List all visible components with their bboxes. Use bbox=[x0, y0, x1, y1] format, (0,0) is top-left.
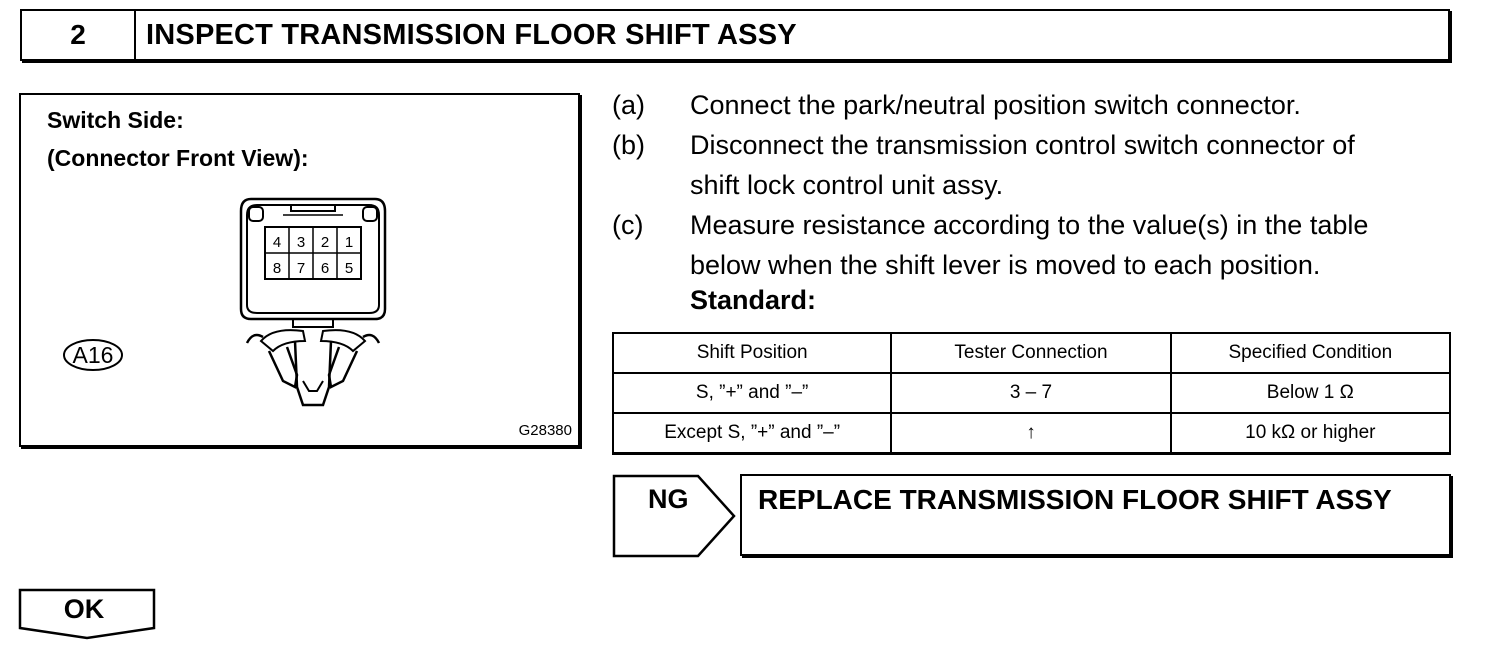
step-text-line: Measure resistance according to the value(s) in the table bbox=[690, 210, 1369, 240]
table-header: Specified Condition bbox=[1171, 333, 1450, 373]
step-text-line: Connect the park/neutral position switch connector. bbox=[690, 90, 1301, 120]
figure-label-front-view: (Connector Front View): bbox=[47, 145, 309, 171]
table-cell: Below 1 Ω bbox=[1171, 373, 1450, 413]
table-cell: Except S, ”+” and ”–” bbox=[613, 413, 891, 453]
ok-branch[interactable] bbox=[18, 588, 158, 640]
pin-7: 7 bbox=[296, 260, 306, 277]
table-cell: 10 kΩ or higher bbox=[1171, 413, 1450, 453]
ng-action-text: REPLACE TRANSMISSION FLOOR SHIFT ASSY bbox=[758, 484, 1392, 515]
standard-label: Standard: bbox=[690, 285, 817, 315]
pin-5: 5 bbox=[344, 260, 354, 277]
pin-8: 8 bbox=[272, 260, 282, 277]
step-text bbox=[690, 205, 1460, 285]
step-text bbox=[690, 125, 1460, 205]
table-row bbox=[613, 413, 1450, 453]
ng-label: NG bbox=[648, 484, 689, 514]
pin-6: 6 bbox=[320, 260, 330, 277]
pin-2: 2 bbox=[320, 234, 330, 251]
table-cell: S, ”+” and ”–” bbox=[613, 373, 891, 413]
table-header: Shift Position bbox=[613, 333, 891, 373]
step-text-line: below when the shift lever is moved to each position. bbox=[690, 250, 1321, 280]
table-header-row bbox=[613, 333, 1450, 373]
table-row bbox=[613, 373, 1450, 413]
pin-4: 4 bbox=[272, 234, 282, 251]
connector-ref-badge bbox=[62, 338, 124, 372]
table-header: Tester Connection bbox=[891, 333, 1170, 373]
pin-1: 1 bbox=[344, 234, 354, 251]
ng-branch[interactable] bbox=[612, 474, 737, 558]
ng-action-box bbox=[740, 474, 1451, 556]
connector-drawing bbox=[233, 191, 393, 421]
pin-3: 3 bbox=[296, 234, 306, 251]
table-cell: ↑ bbox=[891, 413, 1170, 453]
step-text bbox=[690, 85, 1460, 125]
ok-label: OK bbox=[63, 594, 105, 624]
step-letter: (c) bbox=[612, 210, 644, 240]
step-title: INSPECT TRANSMISSION FLOOR SHIFT ASSY bbox=[146, 18, 797, 51]
step-text-line: shift lock control unit assy. bbox=[690, 170, 1004, 200]
step-header bbox=[20, 9, 1450, 61]
step-number: 2 bbox=[22, 11, 136, 59]
step-text-line: Disconnect the transmission control switch connector of bbox=[690, 130, 1355, 160]
figure-label-switch-side: Switch Side: bbox=[47, 107, 184, 133]
table-cell: 3 – 7 bbox=[891, 373, 1170, 413]
connector-figure bbox=[19, 93, 580, 447]
spec-table bbox=[612, 332, 1451, 455]
step-letter: (b) bbox=[612, 130, 645, 160]
figure-code: G28380 bbox=[518, 422, 572, 439]
step-letter: (a) bbox=[612, 90, 645, 120]
connector-ref-text: A16 bbox=[72, 341, 114, 368]
